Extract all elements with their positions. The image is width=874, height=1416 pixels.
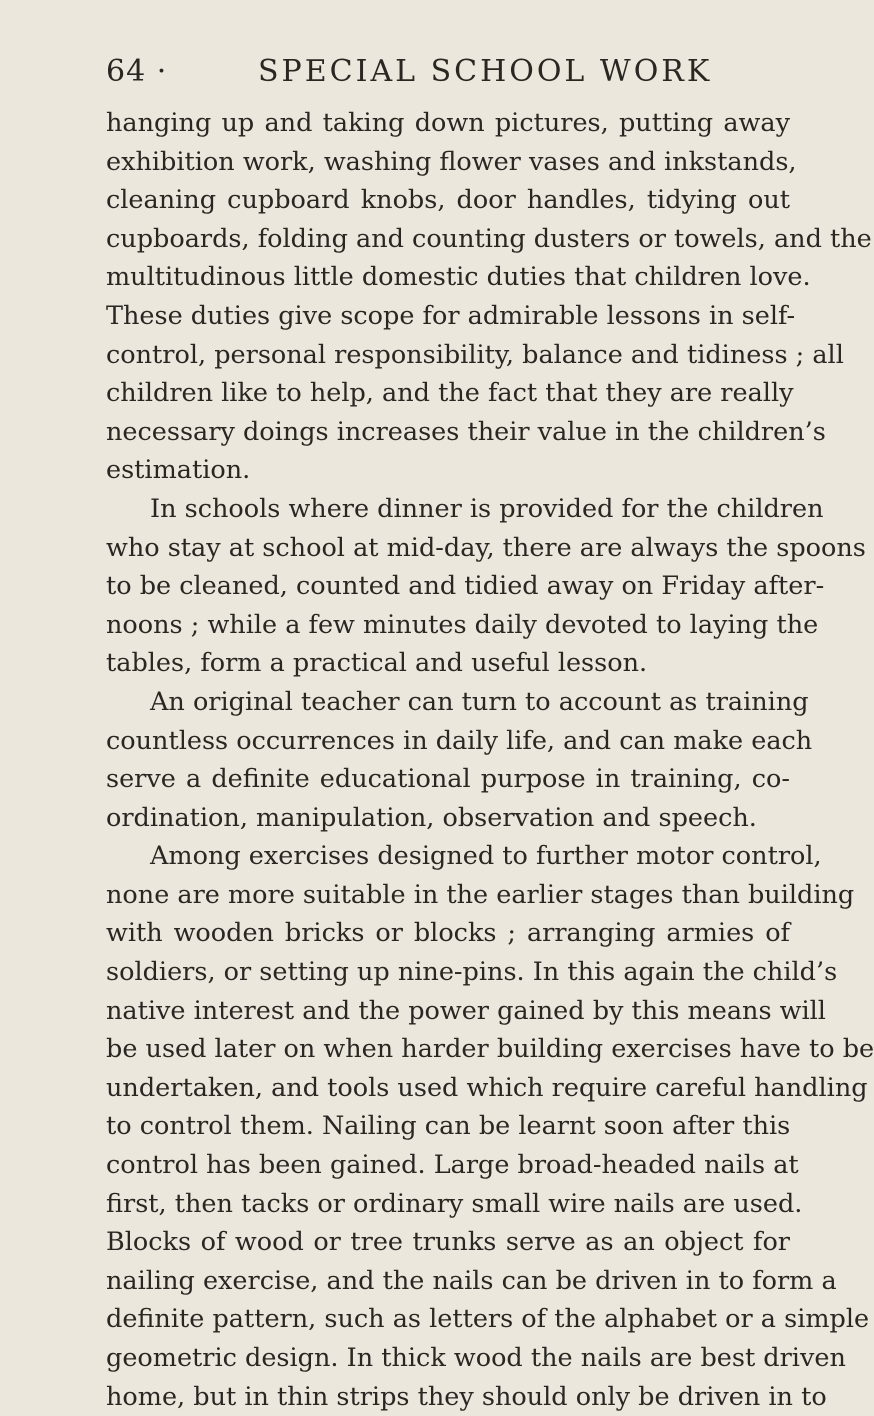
text-line: serve a definite educational purpose in training, co-	[106, 764, 790, 795]
text-line: be used later on when harder building exercises have to be	[106, 1034, 874, 1065]
text-line: estimation.	[106, 455, 251, 486]
text-line: exhibition work, washing flower vases and inkstands,	[106, 146, 797, 177]
text-line: ordination, manipulation, observation and speech.	[106, 802, 757, 833]
text-line: necessary doings increases their value in the children’s	[106, 416, 826, 447]
text-line: An original teacher can turn to account as training	[150, 686, 809, 717]
text-line: noons ; while a few minutes daily devoted to laying the	[106, 609, 819, 640]
text-line: countless occurrences in daily life, and can make each	[106, 725, 813, 756]
text-line: native interest and the power gained by this means will	[106, 995, 826, 1026]
body-text	[106, 104, 874, 1416]
running-head	[0, 54, 800, 94]
page-number: 64 ·	[106, 54, 168, 89]
text-line: undertaken, and tools used which require careful handling	[106, 1072, 868, 1103]
text-line: definite pattern, such as letters of the alphabet or a simple	[106, 1304, 870, 1335]
text-line: with wooden bricks or blocks ; arranging armies of	[106, 918, 790, 949]
text-line: control, personal responsibility, balance and tidiness ; all	[106, 339, 844, 370]
text-line: cleaning cupboard knobs, door handles, tidying out	[106, 185, 790, 216]
text-line: home, but in thin strips they should only be driven in to	[106, 1381, 827, 1412]
text-line: children like to help, and the fact that they are really	[106, 378, 794, 409]
text-line: soldiers, or setting up nine-pins. In this again the child’s	[106, 957, 838, 988]
text-line: control has been gained. Large broad-headed nails at	[106, 1150, 799, 1181]
text-line: Blocks of wood or tree trunks serve as an object for	[106, 1227, 790, 1258]
text-line: to be cleaned, counted and tidied away on Friday after-	[106, 571, 825, 602]
text-line: Among exercises designed to further motor control,	[150, 841, 822, 872]
text-line: to control them. Nailing can be learnt soon after this	[106, 1111, 791, 1142]
text-line: none are more suitable in the earlier stages than building	[106, 879, 855, 910]
text-line: multitudinous little domestic duties that children love.	[106, 262, 811, 293]
text-line: In schools where dinner is provided for the children	[150, 493, 824, 524]
text-line: hanging up and taking down pictures, putting away	[106, 108, 790, 138]
text-line: geometric design. In thick wood the nails are best driven	[106, 1343, 846, 1373]
text-line: tables, form a practical and useful lesson.	[106, 648, 648, 679]
text-line: cupboards, folding and counting dusters or towels, and the	[106, 223, 872, 254]
running-title: SPECIAL SCHOOL WORK	[258, 54, 713, 89]
text-line: first, then tacks or ordinary small wire nails are used.	[106, 1188, 803, 1219]
text-line: nailing exercise, and the nails can be driven in to form a	[106, 1265, 837, 1296]
text-line: These duties give scope for admirable lessons in self-	[106, 300, 796, 331]
text-line: who stay at school at mid-day, there are always the spoons	[106, 532, 866, 563]
